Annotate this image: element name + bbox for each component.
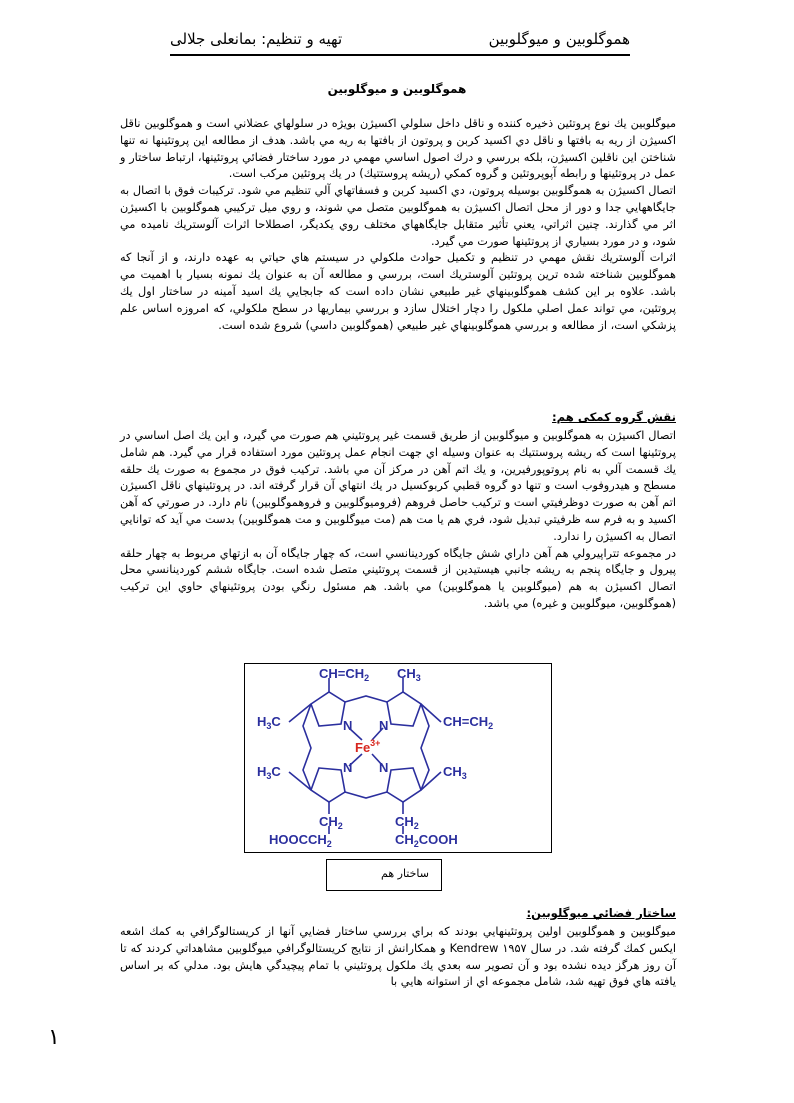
bond [303, 704, 311, 790]
paragraph: اثرات آلوستريك نقش مهمي در تنظيم و تكميل حوادث ملكولي در سيستم هاي حياتي به عهده دارند، و از آنجا كه هموگلوبين شناخته شده ترين پروتئين آلوستريك است، بررسي و مطالعه آن به عنوان يك نمونه بسيار با اهميت مي باشد. علاوه بر اين كشف هموگلوبينهاي غير طبيعي نشان داده است كه جابجايي يك اسيد آمينه در ساختار اول يك پروتئين، مي تواند عمل اصلي ملكول را دچار اختلال سازد و بررسي بيماريها در سطح ملكولي، كه امروزه اساس علم پزشكي است، از مطالعه و بررسي هموگلوبينهاي غير طبيعي (هموگلوبين داسي) شروع شده است. [120, 251, 676, 332]
page-number: ١ [48, 1025, 60, 1050]
paragraph: ميوگلوبين يك نوع پروتئين ذخيره كننده و ناقل داخل سلولي اكسيژن بويژه در سلولهاي عضلاني است و هموگلوبين ناقل اكسيژن از ريه به بافتها و ناقل دي اكسيد كربن و پروتون از بافتها به ريه مي باشد. هدف از مطالعه اين پروتئينها نه تنها شناختن اين ناقلين اكسيژن، بلكه بررسي و درك اصول اساسي مهمي در مورد ساختار فضائي پروتئينها، ارتباط ساختار و عمل در پروتئينها و رابطه آپوپروتئين و گروه كمكي (ريشه پروستتيك) در يك پروتئين مركب است. [120, 117, 676, 181]
iron-label: $Fe^{3+}$ [355, 738, 381, 755]
pyrrole-ring [311, 768, 345, 802]
porphyrin-rings [289, 678, 441, 834]
paragraph: در مجموعه تتراپيرولي هم آهن داراي شش جايگاه كوردينانسي است، كه چهار جايگاه آن به ازتهاي مربوط به چهار حلقه پيرول و جايگاه پنجم به ريشه جانبي هيستيدين از قسمت پروتئيني متصل شده است. جايگاه ششم كوردينانسي محل اتصال اكسيژن به هم (ميوگلوبين يا هموگلوبين) مي باشد. هم مسئول رنگي بودن پروتئينهاي حاوي اين تركيب (هموگلوبين، ميوگلوبين و غيره) مي باشد. [120, 546, 676, 610]
page-header [170, 28, 630, 56]
header-title: هموگلوبین و میوگلوبین [488, 30, 630, 48]
section-heading: نقش گروه کمکی هم: [552, 410, 676, 424]
vinyl-group-label: $CH=CH_2$ [319, 666, 370, 683]
carboxyl-group-label: $CH_2COOH$ [395, 832, 458, 849]
section-text [120, 924, 676, 991]
methyl-group-label: $H_3C$ [257, 714, 281, 731]
methylene-label: $CH_2$ [319, 814, 343, 831]
nitrogen-label: N [379, 760, 389, 775]
methyl-group-label: $CH_3$ [397, 666, 421, 683]
heme-structure-figure [244, 663, 552, 853]
pyrrole-ring [387, 768, 421, 802]
pyrrole-ring [311, 692, 345, 726]
paragraph: اتصال اكسيژن به هموگلوبين و ميوگلوبين از طريق قسمت غير پروتئيني هم صورت مي گيرد، و اين يك اصل اساسي در پروتئينها است كه ريشه پروستتيك به عنوان وسيله اي جهت انجام عمل پروتئين مورد استفاده قرار مي گيرد. هم شامل يك قسمت آلي به نام پروتوپورفيرين، و يك اتم آهن در مركز آن مي باشد. تركيب فوق در مجموع به صورت يك حلقه مسطح و هيدروفوب است و تنها دو گروه قطبي كربوكسيل در يك انتهاي آن قرار گرفته اند. در پروتئينهاي ناقل اكسيژن اتم آهن به صورت دوظرفيتي است و تركيب حاصل فروهم (فروميوگلوبين و فروهموگلوبين) نام دارد. در صورتي كه آهن اكسيد و به فرم سه ظرفيتي تبديل شود، فري هم يا مت هم (مت ميوگلوبين و مت هموگلوبين) بدست مي آيد كه توانايي اتصال به اكسيژن را ندارد. [120, 429, 676, 543]
figure-caption-box [326, 859, 442, 891]
intro-text [120, 116, 676, 334]
header-author: تهیه و تنظیم: بمانعلی جلالی [170, 30, 343, 48]
nitrogen-label: N [379, 718, 389, 733]
paragraph: اتصال اكسيژن به هموگلوبين بوسيله پروتون، دي اكسيد كربن و فسفاتهاي آلي تنظيم مي شود. تركيبات فوق با اتصال به جايگاههايي جدا و دور از محل اتصال اكسيژن به هموگلوبين متصل مي شوند، و روي ميل تركيبي هموگلوبين با اكسيژن اثر مي گذارند. چنين اثراتي، يعني تأثير متقابل جايگاههاي مختلف روي يكديگر، اصطلاحا اثرات آلوستريك ناميده مي شود، و در مورد بسياري از پروتئينها صورت مي گيرد. [120, 184, 676, 248]
figure-caption: ساختار هم [381, 867, 429, 880]
methyl-group-label: $H_3C$ [257, 764, 281, 781]
paragraph: ميوگلوبين و هموگلوبين اولين پروتئينهايي بودند كه براي بررسي ساختار فضايي آنها از كريستالوگرافي به كمك اشعه ايكس كمك گرفته شد. در سال ۱۹۵۷ Kendrew و همكارانش از نتايج كريستالوگرافي ميوگلوبين مشاهداتي كردند كه تا آن روز هرگز ديده نشده بود و آن تصوير سه بعدي يك ملكول پروتئيني با تمام پيچيدگي هايش بود. مدلي كه بر اساس يافته هاي فوق تهيه شد، شامل مجموعه اي از استوانه هايي با [120, 925, 676, 989]
nitrogen-label: N [343, 760, 353, 775]
bond [345, 792, 387, 798]
heme-structure-diagram [245, 664, 551, 852]
nitrogen-label: N [343, 718, 353, 733]
document-title: هموگلوبین و میوگلوبین [327, 82, 467, 96]
bond [421, 704, 429, 790]
methylene-label: $CH_2$ [395, 814, 419, 831]
methyl-group-label: $CH_3$ [443, 764, 467, 781]
vinyl-group-label: $CH=CH_2$ [443, 714, 494, 731]
section-text [120, 428, 676, 613]
section-heading: ساختار فضائي ميوگلوبين: [526, 906, 676, 920]
bond [345, 696, 387, 702]
carboxyl-group-label: $HOOCCH_2$ [269, 832, 332, 849]
pyrrole-ring [387, 692, 421, 726]
